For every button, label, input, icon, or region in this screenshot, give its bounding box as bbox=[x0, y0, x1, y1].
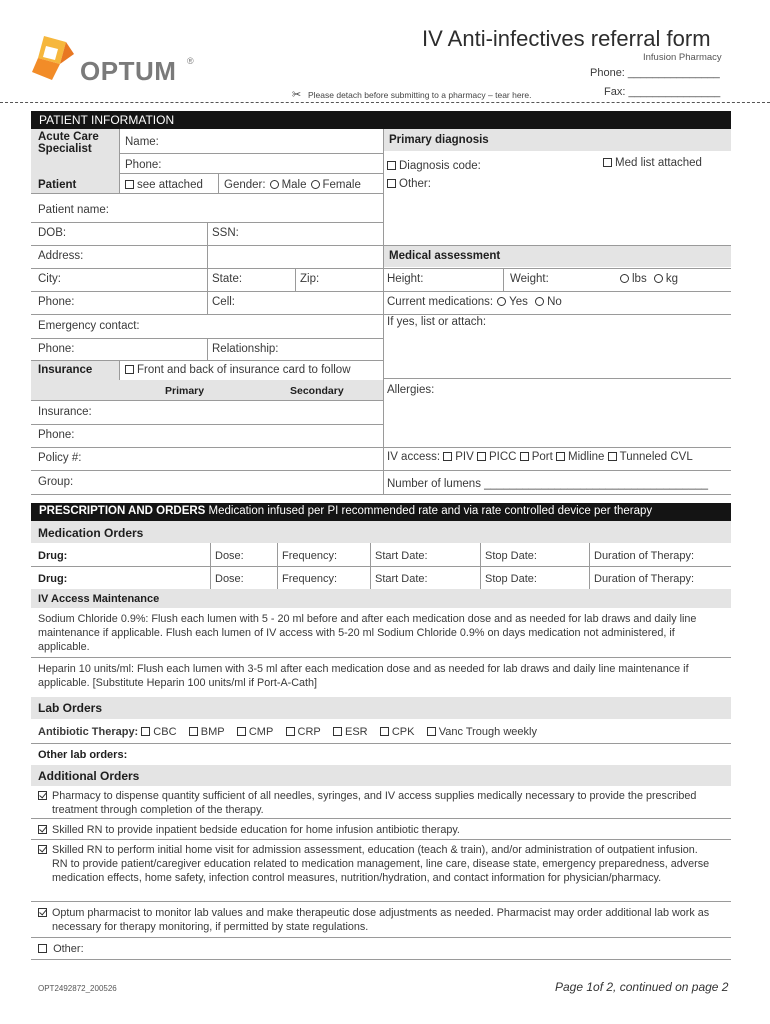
order-item-1-text: Pharmacy to dispense quantity sufficient of all needles, syringes, and IV access supplies medically necessary to provide the prescribed treatment through completion of the therapy. bbox=[52, 790, 697, 816]
optum-logo-icon bbox=[30, 34, 80, 84]
divider bbox=[31, 424, 383, 425]
checkbox-icon bbox=[427, 727, 436, 736]
acute-phone-field[interactable]: Phone: bbox=[125, 159, 162, 171]
diagnosis-other-checkbox[interactable]: Other: bbox=[387, 178, 431, 190]
divider bbox=[503, 268, 504, 291]
divider bbox=[31, 566, 731, 567]
other-lab-orders-field[interactable]: Other lab orders: bbox=[38, 749, 128, 761]
divider bbox=[370, 543, 371, 589]
duration1-field[interactable]: Duration of Therapy: bbox=[594, 550, 695, 562]
patient-info-title: PATIENT INFORMATION bbox=[39, 113, 175, 127]
policy-field[interactable]: Policy #: bbox=[38, 452, 82, 464]
acute-name-field[interactable]: Name: bbox=[125, 136, 159, 148]
divider bbox=[31, 447, 731, 448]
divider bbox=[31, 818, 731, 819]
divider bbox=[31, 268, 731, 269]
checkbox-icon bbox=[520, 452, 529, 461]
see-attached-checkbox[interactable]: see attached bbox=[125, 179, 203, 191]
emergency-contact-field[interactable]: Emergency contact: bbox=[38, 320, 140, 332]
zip-field[interactable]: Zip: bbox=[300, 273, 320, 285]
order-item-2-text: Skilled RN to provide inpatient bedside education for home infusion antibiotic therapy. bbox=[52, 824, 460, 836]
header-fax[interactable]: Fax: _______________ bbox=[604, 86, 721, 98]
page-indicator: Page 1of 2, continued on page 2 bbox=[555, 980, 729, 994]
iv-access-field[interactable]: IV access: PIV PICC Port Midline Tunneled CVL bbox=[387, 451, 693, 463]
checkbox-icon bbox=[286, 727, 295, 736]
medication-orders-title: Medication Orders bbox=[38, 526, 144, 540]
divider bbox=[119, 153, 383, 154]
divider bbox=[31, 959, 731, 960]
checkbox-icon bbox=[141, 727, 150, 736]
divider bbox=[31, 193, 383, 194]
lab-orders-title: Lab Orders bbox=[38, 701, 103, 715]
checkbox-icon bbox=[556, 452, 565, 461]
divider bbox=[277, 543, 278, 589]
order-item-4-text: Optum pharmacist to monitor lab values and make therapeutic dose adjustments as needed. Pharmacist may order additional lab work as necessary for therapy monitoring, if permitted by state regulations. bbox=[52, 907, 710, 933]
checkbox-icon bbox=[125, 365, 134, 374]
divider bbox=[31, 839, 731, 840]
form-title: IV Anti-infectives referral form bbox=[422, 26, 711, 51]
scissors-icon: ✂ bbox=[292, 89, 302, 101]
weight-field[interactable]: Weight: bbox=[510, 273, 549, 285]
detach-note: Please detach before submitting to a pharmacy – tear here. bbox=[308, 90, 532, 100]
radio-female-icon bbox=[311, 180, 320, 189]
address-field[interactable]: Address: bbox=[38, 250, 84, 262]
divider bbox=[31, 901, 731, 902]
insurance-field[interactable]: Insurance: bbox=[38, 406, 92, 418]
if-yes-field[interactable]: If yes, list or attach: bbox=[387, 316, 487, 328]
gender-field[interactable]: Gender: Male Female bbox=[224, 179, 361, 191]
antibiotic-therapy-row[interactable]: Antibiotic Therapy: CBC BMP CMP CRP ESR CPK Vanc Trough weekly bbox=[38, 726, 537, 738]
checkbox-icon bbox=[189, 727, 198, 736]
prescription-bar bbox=[31, 503, 731, 521]
divider bbox=[31, 494, 731, 495]
city-field[interactable]: City: bbox=[38, 273, 61, 285]
prescription-subtitle: Medication infused per PI recommended rate and via rate controlled device per therapy bbox=[205, 505, 653, 517]
medical-assessment-title: Medical assessment bbox=[389, 250, 501, 262]
divider bbox=[119, 360, 120, 380]
tear-line bbox=[0, 102, 770, 103]
cell-field[interactable]: Cell: bbox=[212, 296, 236, 308]
divider bbox=[119, 129, 120, 193]
frequency2-field[interactable]: Frequency: bbox=[282, 573, 338, 585]
iv-maintenance-title: IV Access Maintenance bbox=[38, 593, 160, 605]
radio-yes-icon bbox=[497, 297, 506, 306]
height-field[interactable]: Height: bbox=[387, 273, 424, 285]
checked-box-icon bbox=[38, 825, 47, 834]
radio-no-icon bbox=[535, 297, 544, 306]
radio-male-icon bbox=[270, 180, 279, 189]
acute-care-label: Acute Care Specialist bbox=[38, 131, 99, 155]
checkbox-icon bbox=[380, 727, 389, 736]
divider bbox=[31, 937, 731, 938]
divider bbox=[31, 222, 383, 223]
patient-label: Patient bbox=[38, 179, 77, 191]
radio-lbs-icon bbox=[620, 274, 629, 283]
frequency1-field[interactable]: Frequency: bbox=[282, 550, 338, 562]
divider bbox=[589, 543, 590, 589]
dose1-field[interactable]: Dose: bbox=[215, 550, 244, 562]
checked-box-icon bbox=[38, 791, 47, 800]
divider bbox=[480, 543, 481, 589]
duration2-field[interactable]: Duration of Therapy: bbox=[594, 573, 695, 585]
divider bbox=[31, 470, 731, 471]
patient-name-field[interactable]: Patient name: bbox=[38, 204, 109, 216]
radio-kg-icon bbox=[654, 274, 663, 283]
order-item-3-text: Skilled RN to perform initial home visit for admission assessment, education (teach & train), and/or administration of outpatient infusion. RN to provide patient/caregiver education related to medication management, line care, disease state, emergency preparedness, adverse medication effects, home safety, infection control measures, nutrition/hydration, and contact information for physician/pharmacy. bbox=[52, 844, 710, 884]
start2-field[interactable]: Start Date: bbox=[375, 573, 428, 585]
primary-diagnosis-title: Primary diagnosis bbox=[389, 134, 489, 146]
divider bbox=[383, 378, 731, 379]
current-meds-field[interactable]: Current medications: Yes No bbox=[387, 296, 562, 308]
relationship-field[interactable]: Relationship: bbox=[212, 343, 279, 355]
checkbox-icon bbox=[333, 727, 342, 736]
lab-orders-header bbox=[31, 697, 731, 719]
dob-field[interactable]: DOB: bbox=[38, 227, 67, 239]
checkbox-icon bbox=[603, 158, 612, 167]
divider bbox=[31, 657, 731, 658]
checkbox-icon bbox=[387, 179, 396, 188]
primary-header: Primary bbox=[165, 385, 205, 397]
units-radio[interactable]: lbs kg bbox=[616, 273, 678, 285]
checkbox-icon bbox=[387, 161, 396, 170]
drug2-field[interactable]: Drug: bbox=[38, 573, 68, 585]
divider bbox=[383, 129, 384, 494]
divider bbox=[31, 360, 383, 361]
group-field[interactable]: Group: bbox=[38, 476, 74, 488]
stop2-field[interactable]: Stop Date: bbox=[485, 573, 537, 585]
header-phone[interactable]: Phone: _______________ bbox=[590, 67, 720, 79]
insurance-label: Insurance bbox=[38, 364, 93, 376]
checkbox-icon bbox=[237, 727, 246, 736]
lumens-field[interactable]: Number of lumens ___________________________________ bbox=[387, 478, 709, 490]
additional-other-checkbox[interactable]: Other: bbox=[38, 943, 84, 955]
insurance-phone-field[interactable]: Phone: bbox=[38, 429, 75, 441]
checkbox-icon bbox=[443, 452, 452, 461]
med-list-checkbox[interactable]: Med list attached bbox=[603, 157, 702, 169]
insurance-card-checkbox[interactable]: Front and back of insurance card to follow bbox=[125, 364, 351, 376]
divider bbox=[31, 245, 731, 246]
divider bbox=[31, 314, 731, 315]
antibiotic-therapy-label: Antibiotic Therapy: bbox=[38, 726, 139, 738]
dose2-field[interactable]: Dose: bbox=[215, 573, 244, 585]
brand-name: OPTUM bbox=[80, 56, 177, 86]
emergency-phone-field[interactable]: Phone: bbox=[38, 343, 75, 355]
brand-registered: ® bbox=[187, 56, 194, 66]
form-code: OPT2492872_200526 bbox=[38, 984, 117, 993]
checkbox-icon bbox=[38, 944, 47, 953]
saline-instructions: Sodium Chloride 0.9%: Flush each lumen with 5 - 20 ml before and after each medication dose and as needed for lab draws and daily line maintenance if applicable. Flush each lumen of IV access with 5-20 ml Sodium Chloride 0.9% on days medication not administered, if applicable. bbox=[38, 613, 697, 653]
allergies-field[interactable]: Allergies: bbox=[387, 384, 435, 396]
patient-phone-field[interactable]: Phone: bbox=[38, 296, 75, 308]
checked-box-icon bbox=[38, 845, 47, 854]
checkbox-icon bbox=[477, 452, 486, 461]
start1-field[interactable]: Start Date: bbox=[375, 550, 428, 562]
divider bbox=[31, 743, 731, 744]
form-subtitle: Infusion Pharmacy bbox=[643, 52, 722, 63]
stop1-field[interactable]: Stop Date: bbox=[485, 550, 537, 562]
divider bbox=[218, 173, 219, 193]
drug1-field[interactable]: Drug: bbox=[38, 550, 68, 562]
divider bbox=[31, 291, 731, 292]
patient-info-bar bbox=[31, 111, 731, 129]
divider bbox=[207, 338, 208, 360]
divider bbox=[31, 338, 383, 339]
divider bbox=[295, 268, 296, 291]
diagnosis-code-checkbox[interactable]: Diagnosis code: bbox=[387, 160, 481, 172]
checked-box-icon bbox=[38, 908, 47, 917]
divider bbox=[119, 173, 383, 174]
checkbox-icon bbox=[608, 452, 617, 461]
additional-orders-title: Additional Orders bbox=[38, 769, 140, 783]
secondary-header: Secondary bbox=[290, 385, 344, 397]
prescription-title: PRESCRIPTION AND ORDERS bbox=[39, 505, 206, 517]
checkbox-icon bbox=[125, 180, 134, 189]
divider bbox=[210, 543, 211, 589]
heparin-instructions: Heparin 10 units/ml: Flush each lumen with 3-5 ml after each medication dose and as needed for lab draws and daily line maintenance if applicable. [Substitute Heparin 100 units/ml if Port-A-Cath] bbox=[38, 663, 689, 689]
state-field[interactable]: State: bbox=[212, 273, 243, 285]
divider bbox=[31, 400, 383, 401]
ssn-field[interactable]: SSN: bbox=[212, 227, 239, 239]
